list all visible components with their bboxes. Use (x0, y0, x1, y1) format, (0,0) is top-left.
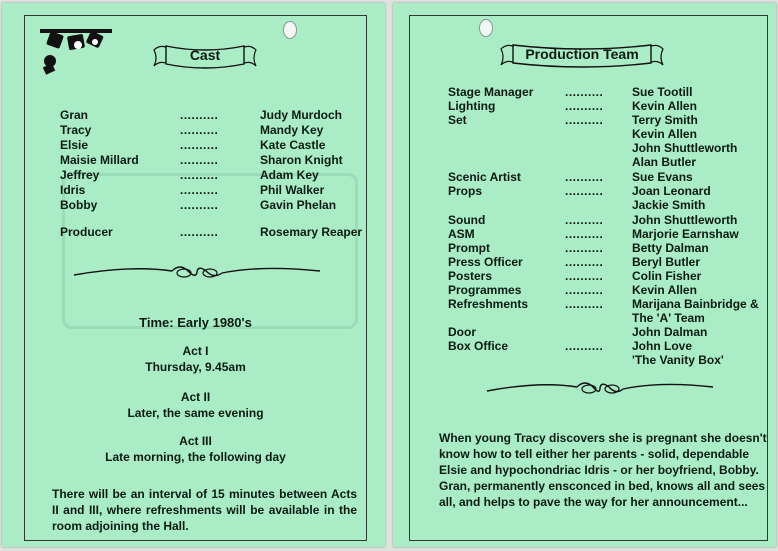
team-role: Posters (448, 269, 493, 283)
team-name: Sue Tootill (632, 85, 693, 99)
leader-dots: .......... (565, 99, 604, 113)
production-page (393, 3, 776, 547)
cast-banner (150, 40, 260, 72)
cast-actor: Kate Castle (260, 138, 326, 152)
cast-actor: Mandy Key (260, 123, 324, 137)
team-name: Betty Dalman (632, 241, 709, 255)
team-role: Lighting (448, 99, 496, 113)
act-desc: Later, the same evening (127, 406, 264, 420)
leader-dots: .......... (565, 113, 604, 127)
punch-hole (283, 21, 297, 39)
leader-dots: .......... (180, 225, 219, 239)
cast-page (2, 3, 385, 547)
team-role: Scenic Artist (448, 170, 521, 184)
team-name: Beryl Butler (632, 255, 701, 269)
team-name: Marjorie Earnshaw (632, 227, 739, 241)
team-role: Refreshments (448, 297, 529, 311)
leader-dots: .......... (180, 183, 219, 197)
producer-label: Producer (60, 225, 113, 239)
team-name: John Love (632, 339, 693, 353)
leader-dots: .......... (565, 283, 604, 297)
team-role: Props (448, 184, 483, 198)
leader-dots: .......... (180, 168, 219, 182)
team-name: Marijana Bainbridge & (632, 297, 759, 311)
punch-hole (479, 19, 493, 37)
leader-dots: .......... (565, 255, 604, 269)
flourish-divider-icon (485, 377, 715, 399)
cast-actor: Judy Murdoch (260, 108, 343, 122)
team-role: Stage Manager (448, 85, 534, 99)
leader-dots: .......... (180, 123, 219, 137)
cast-role: Gran (60, 108, 89, 122)
leader-dots: .......... (565, 170, 604, 184)
leader-dots: .......... (565, 339, 604, 353)
cast-role: Tracy (60, 123, 92, 137)
team-name: Kevin Allen (632, 99, 697, 113)
act-desc: Late morning, the following day (105, 450, 286, 464)
play-time: Time: Early 1980's (139, 315, 252, 330)
leader-dots: .......... (565, 241, 604, 255)
leader-dots: .......... (180, 138, 219, 152)
team-name: Colin Fisher (632, 269, 702, 283)
team-name: John Dalman (632, 325, 708, 339)
spotlights-icon (36, 25, 116, 77)
flourish-divider-icon (72, 261, 322, 283)
leader-dots: .......... (565, 227, 604, 241)
team-name: Kevin Allen (632, 283, 697, 297)
team-name: Terry Smith (632, 113, 698, 127)
team-name: Joan Leonard (632, 184, 711, 198)
cast-role: Idris (60, 183, 86, 197)
team-role: Box Office (448, 339, 509, 353)
leader-dots: .......... (565, 269, 604, 283)
cast-role: Elsie (60, 138, 89, 152)
leader-dots: .......... (180, 198, 219, 212)
cast-title: Cast (189, 47, 221, 63)
team-name: John Shuttleworth (632, 141, 738, 155)
act-desc: Thursday, 9.45am (145, 360, 246, 374)
cast-role: Bobby (60, 198, 98, 212)
cast-actor: Adam Key (260, 168, 319, 182)
leader-dots: .......... (180, 153, 219, 167)
team-name: The 'A' Team (632, 311, 705, 325)
team-name: Kevin Allen (632, 127, 697, 141)
team-role: Programmes (448, 283, 522, 297)
team-name: Sue Evans (632, 170, 693, 184)
team-name: Alan Butler (632, 155, 697, 169)
team-role: Set (448, 113, 467, 127)
cast-actor: Gavin Phelan (260, 198, 337, 212)
leader-dots: .......... (565, 184, 604, 198)
team-role: Press Officer (448, 255, 523, 269)
team-name: John Shuttleworth (632, 213, 738, 227)
team-name: 'The Vanity Box' (632, 353, 724, 367)
leader-dots: .......... (565, 213, 604, 227)
production-title: Production Team (525, 46, 639, 62)
play-synopsis: When young Tracy discovers she is pregnant she doesn't know how to tell either her parents - solid, dependable Elsie and hypochondriac Idris - or her boyfriend, Bobby. Gran, permanently ensconced in bed, knows all and sees all, and helps to pave the way for her announcement... (439, 431, 767, 509)
act-title: Act II (180, 390, 211, 404)
interval-note: There will be an interval of 15 minutes between Acts II and III, where refreshments will be available in the room adjoining the Hall. (52, 487, 357, 533)
cast-role: Maisie Millard (60, 153, 139, 167)
leader-dots: .......... (180, 108, 219, 122)
cast-actor: Sharon Knight (260, 153, 343, 167)
production-banner (497, 39, 667, 71)
team-role: Prompt (448, 241, 490, 255)
team-role: ASM (448, 227, 475, 241)
act-title: Act I (182, 344, 209, 358)
cast-role: Jeffrey (60, 168, 100, 182)
team-role: Door (448, 325, 476, 339)
team-role: Sound (448, 213, 486, 227)
team-name: Jackie Smith (632, 198, 706, 212)
producer-name: Rosemary Reaper (260, 225, 363, 239)
leader-dots: .......... (565, 85, 604, 99)
cast-actor: Phil Walker (260, 183, 325, 197)
act-title: Act III (179, 434, 212, 448)
leader-dots: .......... (565, 297, 604, 311)
